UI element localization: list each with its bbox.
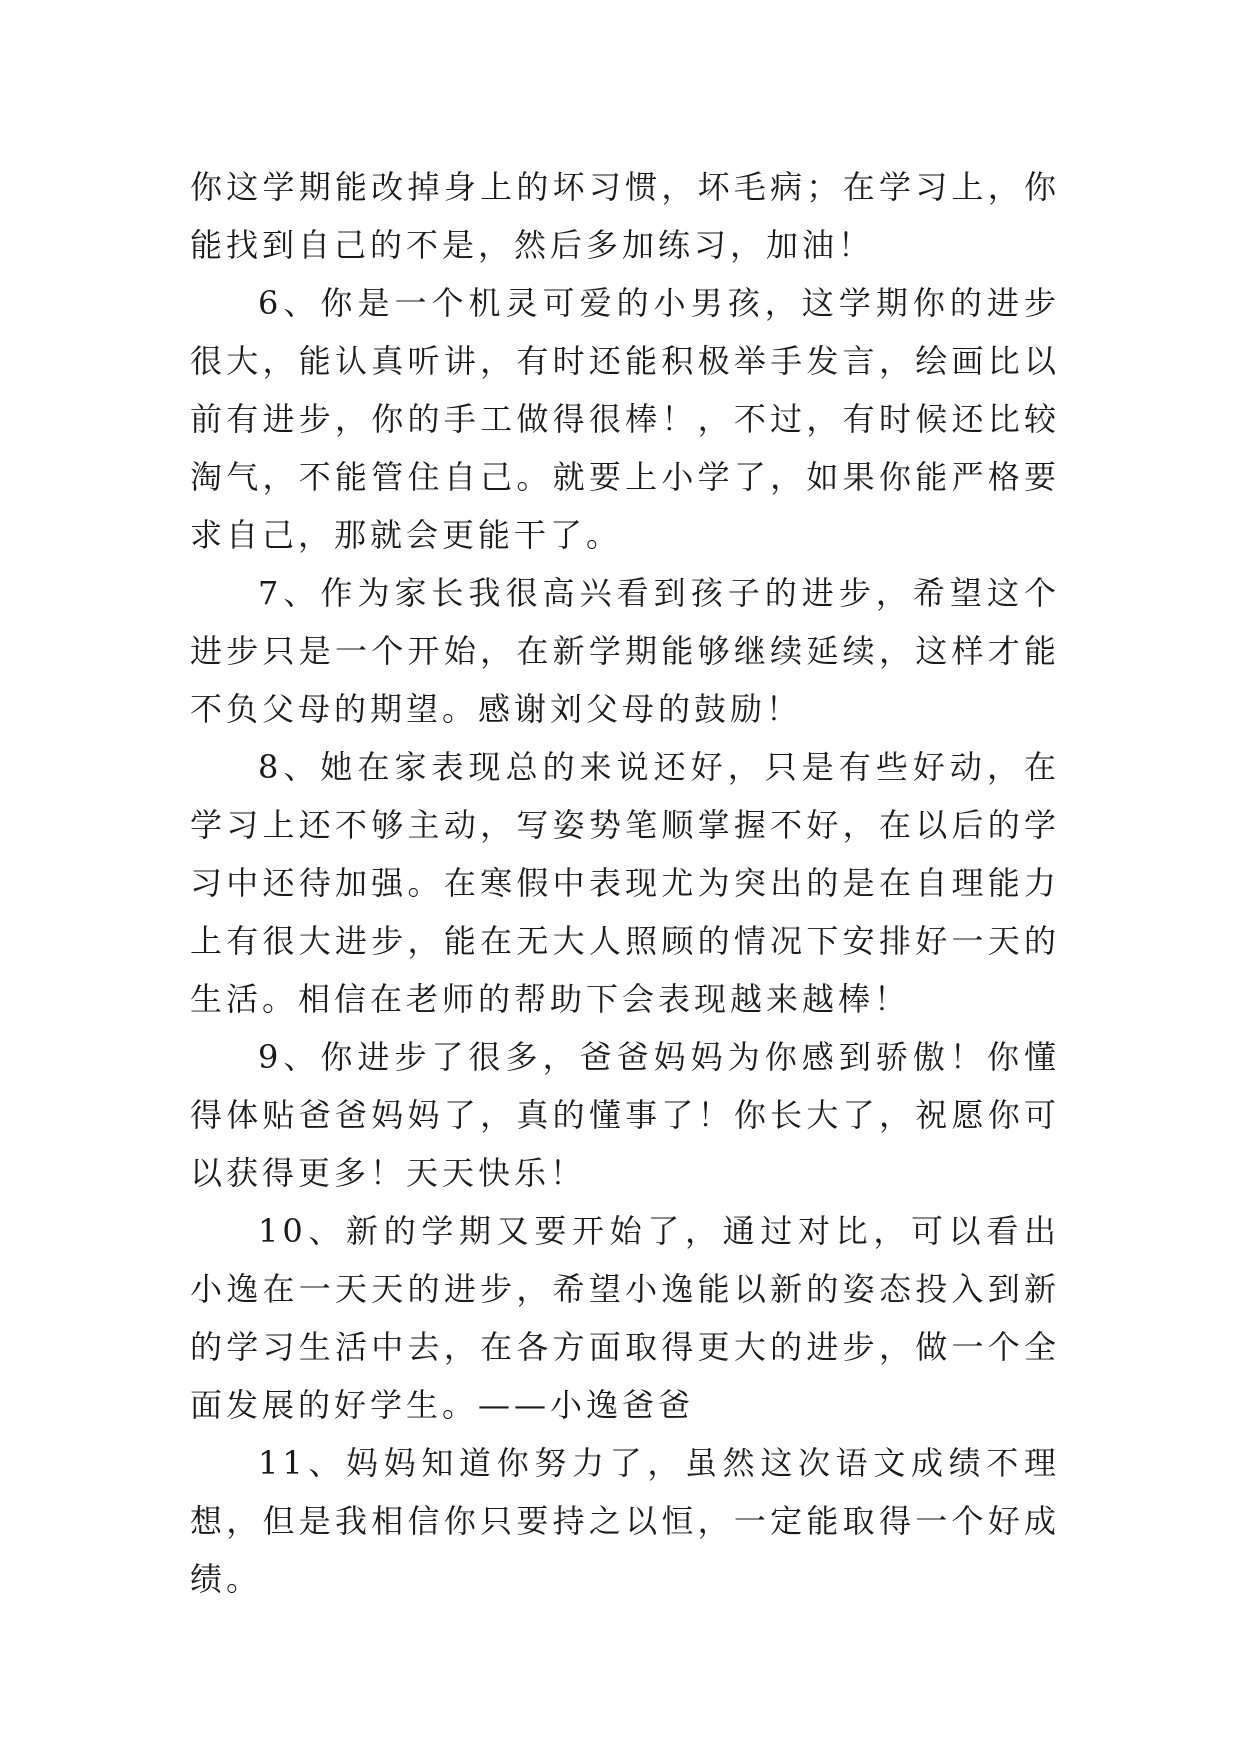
paragraph-item-8: 8、她在家表现总的来说还好，只是有些好动，在学习上还不够主动，写姿势笔顺掌握不好，在以后的学习中还待加强。在寒假中表现尤为突出的是在自理能力上有很大进步，能在无大人照顾的情况下安排好一天的生活。相信在老师的帮助下会表现越来越棒！ bbox=[190, 748, 1060, 1018]
paragraph-item-11: 11、妈妈知道你努力了，虽然这次语文成绩不理想，但是我相信你只要持之以恒，一定能取得一个好成绩。 bbox=[190, 1444, 1060, 1598]
document-body bbox=[190, 158, 1060, 1608]
paragraph-item-9: 9、你进步了很多，爸爸妈妈为你感到骄傲！你懂得体贴爸爸妈妈了，真的懂事了！你长大了，祝愿你可以获得更多！天天快乐！ bbox=[190, 1038, 1060, 1192]
paragraph-item-7: 7、作为家长我很高兴看到孩子的进步，希望这个进步只是一个开始，在新学期能够继续延续，这样才能不负父母的期望。感谢刘父母的鼓励！ bbox=[190, 574, 1060, 728]
paragraph-continuation: 你这学期能改掉身上的坏习惯，坏毛病；在学习上，你能找到自己的不是，然后多加练习，加油！ bbox=[190, 168, 1060, 264]
paragraph-item-10: 10、新的学期又要开始了，通过对比，可以看出小逸在一天天的进步，希望小逸能以新的姿态投入到新的学习生活中去，在各方面取得更大的进步，做一个全面发展的好学生。——小逸爸爸 bbox=[190, 1212, 1060, 1424]
paragraph-item-6: 6、你是一个机灵可爱的小男孩，这学期你的进步很大，能认真听讲，有时还能积极举手发言，绘画比以前有进步，你的手工做得很棒！，不过，有时候还比较淘气，不能管住自己。就要上小学了，如果你能严格要求自己，那就会更能干了。 bbox=[190, 284, 1060, 554]
